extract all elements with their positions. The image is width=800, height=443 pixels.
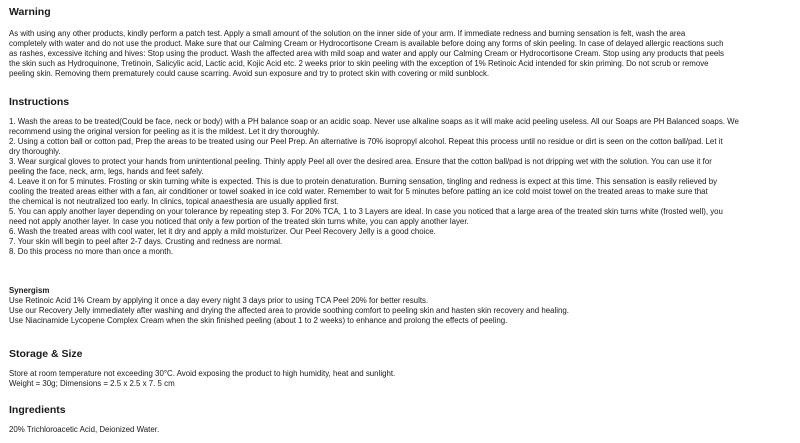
- storage-heading: Storage & Size: [9, 348, 83, 360]
- warning-line: peeling skin. Removing them prematurely could cause scarring. Avoid sun exposure and try to protect skin with covering or mild sunblock.: [9, 69, 490, 78]
- instruction-line: need not apply another layer. In case you noticed that only a few portion of the treated skin turns white, you can apply another layer.: [9, 217, 469, 226]
- instructions-heading: Instructions: [9, 96, 70, 108]
- warning-heading: Warning: [9, 6, 51, 18]
- instruction-line: the chemical is not neutralized too early. In clinics, topical anaesthesia are usually applied first.: [9, 197, 339, 206]
- warning-line: as rashes, excessive itching and hives: Stop using the product. Wash the affected area with mild soap and water and apply our Calming Cream or Hydrocortisone Cream. Stop using any products that peels: [9, 49, 724, 58]
- instruction-line: 5. You can apply another layer depending on your tolerance by repeating step 3. For 20% TCA, 1 to 3 Layers are ideal. In case you noticed that a large area of the treated skin turns white (frosted well), you: [9, 207, 723, 216]
- instruction-line: dry thoroughly.: [9, 147, 61, 156]
- warning-line: completely with water and do not use the product. Make sure that our Calming Cream or Hydrocortisone Cream is available before doing any forms of skin peeling. In case of delayed allergic reactions such: [9, 39, 724, 48]
- warning-line: the skin such as Hydroquinone, Tretinoin, Salicylic acid, Lactic acid, Kojic Acid etc. 2 weeks prior to skin peeling with the exception of 1% Retinoic Acid intended for skin priming. Do not scrub or remove: [9, 59, 709, 68]
- instruction-line: recommend using the original version for peeling as it is the mildest. Let it dry thoroughly.: [9, 127, 320, 136]
- ingredients-heading: Ingredients: [9, 404, 66, 416]
- storage-paragraph: [9, 369, 799, 389]
- instruction-line: 3. Wear surgical gloves to protect your hands from unintentional peeling. Thinly apply Peel all over the desired area. Ensure that the cotton ball/pad is not dripping wet with the solution. You can use it for: [9, 157, 712, 166]
- synergism-line: Use our Recovery Jelly immediately after washing and drying the affected area to provide soothing comfort to peeling skin and hasten skin recovery and healing.: [9, 306, 569, 315]
- instruction-line: 7. Your skin will begin to peel after 2-7 days. Crusting and redness are normal.: [9, 237, 283, 246]
- ingredients-line: 20% Trichloroacetic Acid, Deionized Water.: [9, 425, 160, 434]
- instruction-line: 1. Wash the areas to be treated(Could be face, neck or body) with a PH balance soap or an acidic soap. Never use alkaline soaps as it will make acid peeling useless. All our Soaps are PH Balanced soaps. We: [9, 117, 739, 126]
- instruction-line: 8. Do this process no more than once a month.: [9, 247, 174, 256]
- instruction-line: 6. Wash the treated areas with cool water, let it dry and apply a mild moisturizer. Our Peel Recovery Jelly is a good choice.: [9, 227, 436, 236]
- storage-line: Weight = 30g; Dimensions = 2.5 x 2.5 x 7. 5 cm: [9, 379, 175, 388]
- instruction-line: peeling the face, neck, arm, legs, hands and feet safely.: [9, 167, 204, 176]
- instruction-line: 4. Leave it on for 5 minutes. Frosting or skin turning white is expected. This is due to protein denaturation. Burning sensation, tingling and redness is expect at this time. This sensation is easily relieved by: [9, 177, 718, 186]
- synergism-line: Use Niacinamide Lycopene Complex Cream when the skin finished peeling (about 1 to 2 weeks) to enhance and prolong the effects of peeling.: [9, 316, 508, 325]
- synergism-section: [9, 286, 799, 326]
- synergism-heading: Synergism: [9, 286, 50, 295]
- warning-line: As with using any other products, kindly perform a patch test. Apply a small amount of the solution on the inner side of your arm. If immediate redness and burning sensation is felt, wash the area: [9, 29, 686, 38]
- instruction-line: 2. Using a cotton ball or cotton pad, Prep the areas to be treated using our Peel Prep. An alternative is 70% isopropyl alcohol. Repeat this process until no residue or dirt is seen on the cotton ball/pad. Let it: [9, 137, 723, 146]
- synergism-line: Use Retinoic Acid 1% Cream by applying it once a day every night 3 days prior to using TCA Peel 20% for better results.: [9, 296, 429, 305]
- storage-line: Store at room temperature not exceeding 30°C. Avoid exposing the product to high humidity, heat and sunlight.: [9, 369, 396, 378]
- instructions-list: [9, 117, 799, 257]
- warning-paragraph: [9, 29, 799, 79]
- ingredients-paragraph: [9, 425, 799, 435]
- instruction-line: cooling the treated areas either with a fan, air conditioner or towel soaked in ice cold water. Remember to wait for 5 minutes before patting an ice cold moist towel on the treated areas to make sure that: [9, 187, 708, 196]
